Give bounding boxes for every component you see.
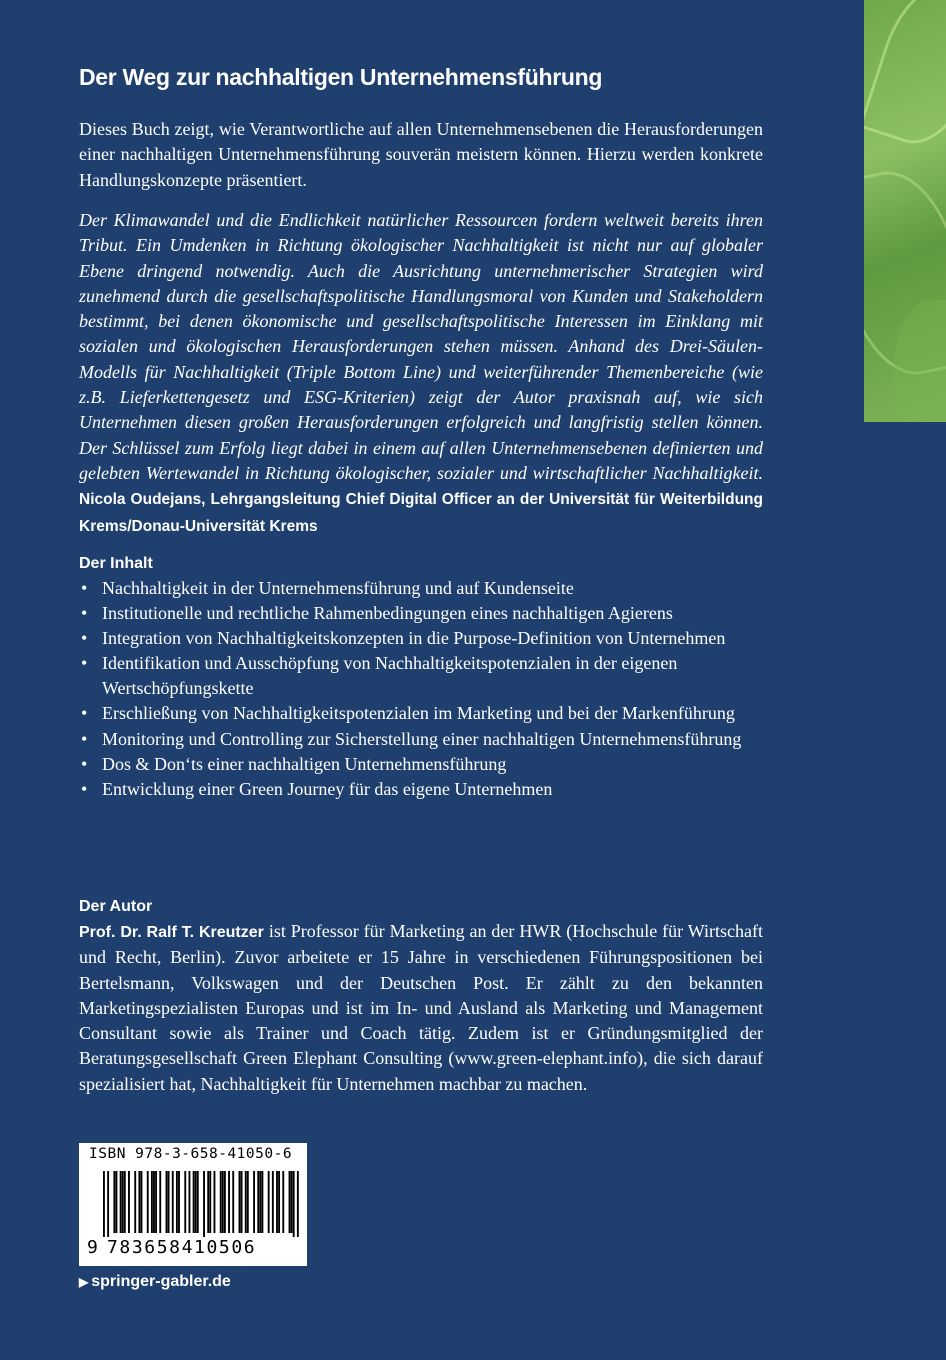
barcode-bar xyxy=(259,1171,261,1233)
website-link-text: springer-gabler.de xyxy=(91,1273,231,1290)
barcode-bar xyxy=(245,1171,247,1233)
barcode-bar xyxy=(253,1171,255,1233)
list-item xyxy=(79,601,769,626)
list-item xyxy=(79,777,769,802)
endorsement-quote xyxy=(79,208,763,539)
list-item-text: Identifikation und Ausschöpfung von Nachhaltigkeitspotenzialen in der eigenen Wertschöpfungskette xyxy=(102,653,678,699)
barcode-bar xyxy=(257,1171,259,1233)
list-item-text: Dos & Don‘ts einer nachhaltigen Unternehmensführung xyxy=(102,753,507,774)
list-item-text: Integration von Nachhaltigkeitskonzepten in die Purpose-Definition von Unternehmen xyxy=(102,628,726,649)
intro-paragraph: Dieses Buch zeigt, wie Verantwortliche auf allen Unternehmensebenen die Herausforderungen einer nachhaltigen Unternehmensführung souverän meistern können. Hierzu werden konkrete Handlungskonzepte präsentiert. xyxy=(79,119,763,190)
barcode-bar xyxy=(239,1171,241,1233)
barcode-first-digit: 9 xyxy=(87,1237,98,1258)
bullet-icon: • xyxy=(81,628,88,649)
bullet-icon: • xyxy=(81,603,88,624)
list-item-text: Erschließung von Nachhaltigkeitspotenzialen im Marketing und bei der Markenführung xyxy=(102,703,735,724)
barcode-bar xyxy=(122,1171,124,1233)
barcode-bar xyxy=(241,1171,243,1233)
list-item-text: Monitoring und Controlling zur Sicherstellung einer nachhaltigen Unternehmensführung xyxy=(102,728,742,749)
barcode-bar xyxy=(128,1171,130,1233)
barcode-bar xyxy=(261,1171,263,1233)
barcode-bar xyxy=(103,1171,105,1237)
leaf-graphic xyxy=(864,0,946,157)
barcode-bar xyxy=(207,1171,209,1233)
bullet-icon: • xyxy=(81,753,88,774)
barcode-bar xyxy=(138,1171,140,1233)
barcode-bar xyxy=(293,1171,295,1237)
barcode-bar xyxy=(151,1171,153,1233)
contents-list xyxy=(79,576,769,802)
barcode-bar xyxy=(278,1171,280,1233)
barcode-bar xyxy=(159,1171,161,1233)
barcode-bar xyxy=(193,1171,195,1233)
barcode-bar xyxy=(155,1171,157,1233)
barcode-bar xyxy=(178,1171,180,1233)
barcode-bar xyxy=(209,1171,211,1233)
list-item xyxy=(79,727,769,752)
arrow-right-icon: ▶ xyxy=(79,1275,89,1289)
barcode-bar xyxy=(107,1171,109,1237)
barcode-bar xyxy=(232,1171,234,1233)
list-item xyxy=(79,651,769,701)
barcode-bar xyxy=(197,1171,199,1233)
author-name: Prof. Dr. Ralf T. Kreutzer xyxy=(79,924,264,941)
list-item-text: Institutionelle und rechtliche Rahmenbedingungen eines nachhaltigen Agierens xyxy=(102,603,673,624)
barcode-bar xyxy=(116,1171,118,1233)
quote-attribution: Nicola Oudejans, Lehrgangsleitung Chief Digital Officer an der Universität für Weiterbildung Krems/Donau-Universität Krems xyxy=(79,491,763,535)
isbn-barcode xyxy=(79,1143,307,1266)
barcode-bar xyxy=(297,1171,299,1237)
barcode-bar xyxy=(113,1171,115,1233)
barcode-bar xyxy=(224,1171,226,1233)
barcode-bar xyxy=(166,1171,168,1233)
barcode-bar xyxy=(228,1171,230,1233)
list-item xyxy=(79,626,769,651)
barcode-bar xyxy=(120,1171,122,1233)
barcode-bar xyxy=(214,1171,216,1233)
inhalt-heading: Der Inhalt xyxy=(79,555,153,572)
barcode-bar xyxy=(188,1171,190,1233)
list-item xyxy=(79,701,769,726)
list-item xyxy=(79,752,769,777)
barcode-bars xyxy=(103,1171,299,1237)
barcode-digits: 783658410506 xyxy=(107,1237,257,1258)
barcode-bar xyxy=(134,1171,136,1233)
barcode-bar xyxy=(268,1171,270,1233)
author-bio-text: ist Professor für Marketing an der HWR (Hochschule für Wirtschaft und Recht, Berlin). Zuvor arbeitete er 15 Jahre in verschiedenen Führungspositionen bei Bertelsmann, Volkswagen und der Deutschen Post. Er zählt zu den bekannten Marketingspezialisten Europas und ist im In- und Ausland als Marketing und Management Consultant sowie als Trainer und Coach tätig. Zudem ist er Gründungsmitglied der Beratungsgesellschaft Green Elephant Consulting (www.green-elephant.info), die sich darauf spezialisiert hat, Nachhaltigkeit für Unternehmen machbar zu machen. xyxy=(79,921,763,1094)
barcode-bar xyxy=(276,1171,278,1233)
isbn-label: ISBN 978-3-658-41050-6 xyxy=(89,1146,293,1162)
barcode-bar xyxy=(184,1171,186,1233)
barcode-bar xyxy=(147,1171,149,1233)
bullet-icon: • xyxy=(81,703,88,724)
barcode-bar xyxy=(153,1171,155,1233)
bullet-icon: • xyxy=(81,728,88,749)
barcode-bar xyxy=(222,1171,224,1233)
list-item-text: Nachhaltigkeit in der Unternehmensführung und auf Kundenseite xyxy=(102,578,574,598)
barcode-bar xyxy=(247,1171,249,1233)
list-item xyxy=(79,576,769,601)
autor-heading: Der Autor xyxy=(79,898,153,915)
barcode-bar xyxy=(282,1171,284,1233)
barcode-bar xyxy=(195,1171,197,1233)
barcode-bar xyxy=(172,1171,174,1233)
bullet-icon: • xyxy=(81,653,88,674)
barcode-bar xyxy=(203,1171,205,1237)
back-cover-headline: Der Weg zur nachhaltigen Unternehmensführung xyxy=(79,64,603,90)
author-bio xyxy=(79,919,763,1097)
barcode-bar xyxy=(176,1171,178,1233)
barcode-bar xyxy=(220,1171,222,1233)
bullet-icon: • xyxy=(81,578,88,598)
barcode-bar xyxy=(272,1171,274,1233)
barcode-bar xyxy=(168,1171,170,1233)
barcode-bar xyxy=(289,1171,291,1233)
barcode-bar xyxy=(291,1171,293,1233)
list-item-text: Entwicklung einer Green Journey für das eigene Unternehmen xyxy=(102,778,553,799)
barcode-bar xyxy=(141,1171,143,1233)
barcode-bar xyxy=(124,1171,126,1233)
quote-text: Der Klimawandel und die Endlichkeit natürlicher Ressourcen fordern weltweit bereits ihren Tribut. Ein Umdenken in Richtung ökologischer Nachhaltigkeit ist nicht nur auf globaler Ebene dringend notwendig. Auch die Ausrichtung unternehmerischer Strategien wird zunehmend durch die gesellschaftspolitische Handlungsmoral von Kunden und Stakeholdern bestimmt, bei denen ökonomische und gesellschaftspolitische Interessen im Einklang mit sozialen und ökologischen Herausforderungen stehen müssen. Anhand des Drei-Säulen-Modells für Nachhaltigkeit (Triple Bottom Line) und weiterführender Themenbereiche (wie z.B. Lieferkettengesetz und ESG-Kriterien) zeigt der Autor praxisnah auf, wie sich Unternehmen diesen großen Herausforderungen erfolgreich und langfristig stellen können. Der Schlüssel zum Erfolg liegt dabei in einem auf allen Unternehmensebenen definierten und gelebten Wertewandel in Richtung ökologischer, sozialer und wirtschaftlicher Nachhaltigkeit. xyxy=(79,210,763,483)
publisher-website[interactable] xyxy=(79,1273,231,1291)
green-leaf-strip xyxy=(864,0,946,422)
bullet-icon: • xyxy=(81,778,88,799)
